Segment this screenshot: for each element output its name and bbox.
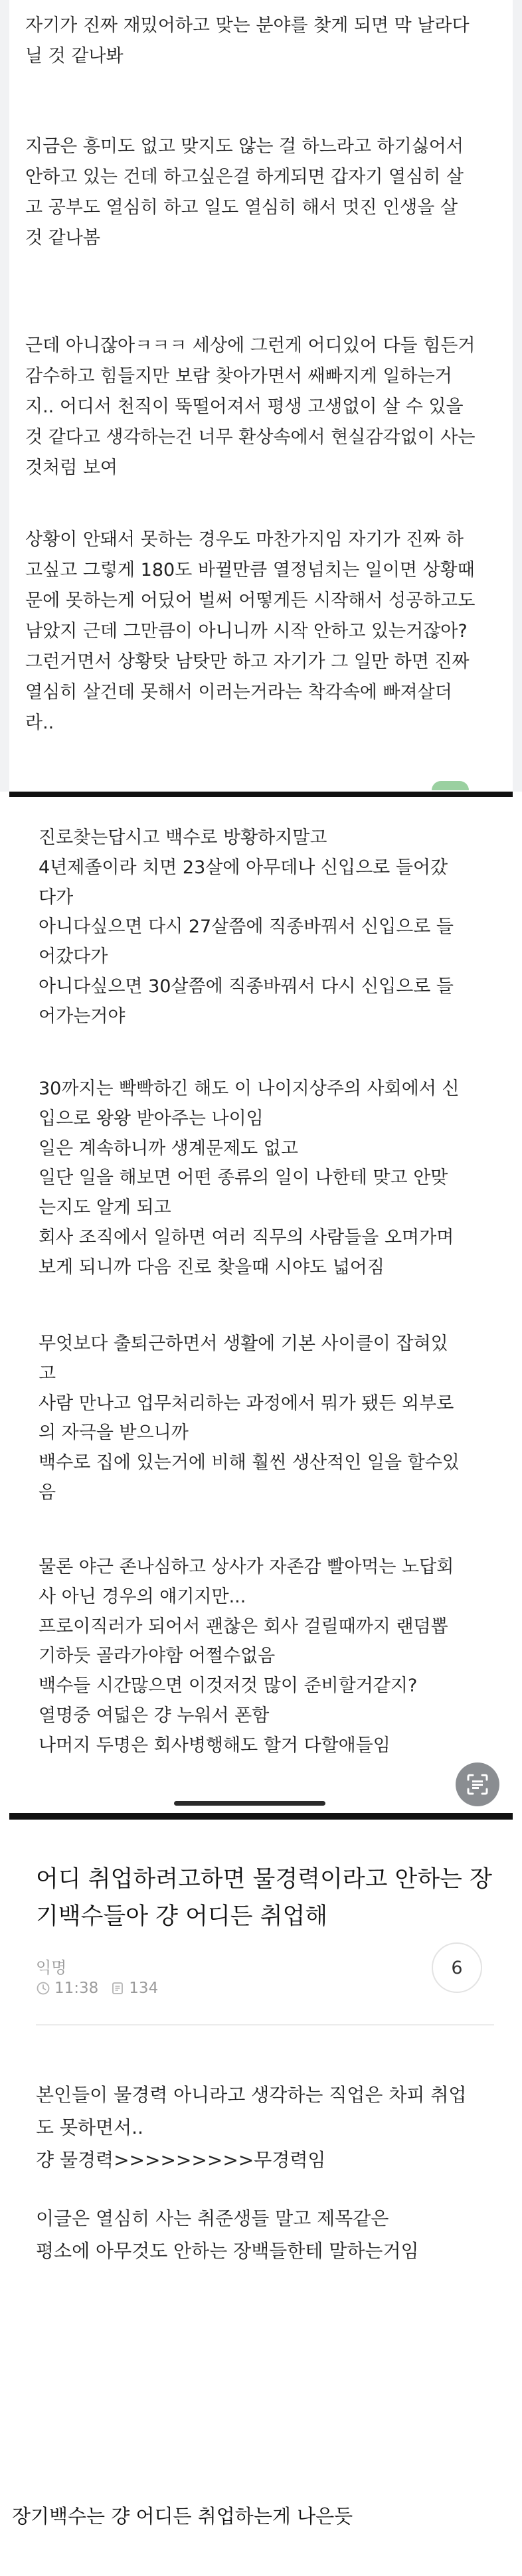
text-line: 지금은 흥미도 없고 맞지도 않는 걸 하느라고 하기싫어서 [25, 136, 464, 157]
divider [36, 2024, 494, 2025]
text-line: 본인들이 물경력 아니라고 생각하는 직업은 차피 취업 [36, 2084, 467, 2106]
text-line: 도 못하면서.. [36, 2116, 143, 2138]
text-line: 일은 계속하니까 생계문제도 없고 [39, 1138, 298, 1159]
views-icon [110, 1981, 125, 1996]
text-line: 일단 일을 해보면 어떤 종류의 일이 나한테 맞고 안맞 [39, 1167, 448, 1189]
text-line: 라.. [25, 713, 54, 733]
text-line: 백수들 시간많으면 이것저것 많이 준비할거같지? [39, 1675, 418, 1697]
text-line: 물론 야근 존나심하고 상사가 자존감 빨아먹는 노답회 [39, 1557, 454, 1577]
panel-divider [9, 1813, 513, 1820]
text-line: 것 같나봄 [25, 228, 100, 248]
text-line: 감수하고 힘들지만 보람 찾아가면서 쌔빠지게 일하는거 [25, 366, 452, 386]
text-line: 는지도 알게 되고 [39, 1197, 171, 1219]
text-line: 걍 물경력>>>>>>>>>무경력임 [36, 2149, 326, 2171]
text-line: 사람 만나고 업무처리하는 과정에서 뭐가 됐든 외부로 [39, 1393, 454, 1414]
text-line: 상황이 안돼서 못하는 경우도 마찬가지임 자기가 진짜 하 [25, 529, 464, 550]
post-meta [36, 1980, 158, 1997]
text-line: 기하듯 골라가야함 어쩔수없음 [39, 1646, 276, 1667]
text-line: 어갔다가 [39, 946, 108, 968]
text-line: 30까지는 빡빡하긴 해도 이 나이지상주의 사회에서 신 [39, 1078, 460, 1099]
panel-edge-right [513, 0, 522, 792]
text-line: 보게 되니까 다음 진로 찾을때 시야도 넓어짐 [39, 1256, 385, 1278]
text-line: 평소에 아무것도 안하는 장백들한테 말하는거임 [36, 2240, 419, 2262]
text-line: 열명중 여덟은 걍 누워서 폰함 [39, 1705, 270, 1726]
post-time: 11:38 [54, 1980, 99, 1997]
home-indicator [174, 1801, 325, 1806]
text-line: 지.. 어디서 천직이 뚝떨어져서 평생 고생없이 살 수 있을 [25, 396, 464, 417]
text-line: 고 [39, 1363, 56, 1384]
text-line: 그런거면서 상황탓 남탓만 하고 자기가 그 일만 하면 진짜 [25, 651, 470, 672]
text-line: 닐 것 같나봐 [25, 46, 124, 66]
text-line: 아니다싶으면 30살쯤에 직종바꿔서 다시 신입으로 들 [39, 976, 454, 997]
text-line: 안하고 있는 건데 하고싶은걸 하게되면 갑자기 열심히 살 [25, 167, 464, 187]
post-paragraph-1 [25, 11, 503, 72]
caption-text: 장기백수는 걍 어디든 취업하는게 나은듯 [12, 2505, 353, 2528]
post-paragraph-4 [39, 1553, 497, 1761]
text-line: 진로찾는답시고 백수로 방황하지말고 [39, 827, 327, 848]
text-line: 자기가 진짜 재밌어하고 맞는 분야를 찾게 되면 막 날라다 [25, 15, 470, 36]
text-line: 고 공부도 열심히 하고 일도 열심히 해서 멋진 인생을 살 [25, 197, 458, 218]
text-line: 회사 조직에서 일하면 여러 직무의 사람들을 오며가며 [39, 1227, 454, 1248]
text-line: 열심히 살건데 못해서 이러는거라는 착각속에 빠져살더 [25, 682, 452, 703]
post-screenshot-1 [0, 0, 522, 792]
text-line: 아니다싶으면 다시 27살쯤에 직종바꿔서 신입으로 들 [39, 916, 454, 938]
clock-icon [36, 1981, 50, 1996]
text-line: 것 같다고 생각하는건 너무 환상속에서 현실감각없이 사는 [25, 427, 476, 448]
text-line: 4년제졸이라 치면 23살에 아무데나 신입으로 들어갔 [39, 857, 448, 878]
text-line: 의 자극을 받으니까 [39, 1422, 189, 1444]
panel-edge-left [0, 0, 9, 792]
text-line: 어가는거야 [39, 1005, 126, 1027]
panel-divider [9, 792, 513, 797]
post-paragraph-1 [39, 823, 497, 1032]
capture-text-button[interactable] [456, 1762, 499, 1806]
author-name: 익명 [36, 1958, 67, 1977]
view-count: 134 [129, 1980, 159, 1997]
text-line: 다가 [39, 887, 74, 908]
post-paragraph-2 [25, 131, 503, 254]
post-screenshot-3 [0, 1820, 522, 2576]
capture-text-icon [466, 1772, 489, 1796]
post-title: 어디 취업하려고하면 물경력이라고 안하는 장기백수들아 걍 어디든 취업해 [36, 1866, 492, 1930]
post-paragraph-2 [39, 1074, 497, 1283]
text-line: 고싶고 그렇게 180도 바뀔만큼 열정넘치는 일이면 상황때 [25, 560, 475, 580]
post-body-paragraph-1 [36, 2079, 494, 2176]
text-line: 나머지 두명은 회사병행해도 할거 다할애들임 [39, 1735, 391, 1756]
post-paragraph-3 [39, 1330, 497, 1508]
post-screenshot-2 [0, 800, 522, 1813]
text-line: 백수로 집에 있는거에 비해 훨씬 생산적인 일을 할수있 [39, 1452, 460, 1474]
post-body-paragraph-2 [36, 2202, 494, 2267]
text-line: 이글은 열심히 사는 취준생들 말고 제목같은 [36, 2207, 389, 2229]
scroll-indicator [432, 781, 469, 790]
text-line: 무엇보다 출퇴근하면서 생활에 기본 사이클이 잡혀있 [39, 1333, 448, 1354]
text-line: 문에 못하는게 어딨어 벌써 어떻게든 시작해서 성공하고도 [25, 590, 476, 611]
comment-count-button[interactable]: 6 [432, 1942, 482, 1993]
text-line: 입으로 왕왕 받아주는 나이임 [39, 1108, 264, 1129]
text-line: 남았지 근데 그만큼이 아니니까 시작 안하고 있는거잖아? [25, 621, 468, 642]
text-line: 것처럼 보여 [25, 458, 118, 478]
text-line: 근데 아니잖아ㅋㅋㅋ 세상에 그런게 어디있어 다들 힘든거 [25, 335, 476, 356]
text-line: 사 아닌 경우의 얘기지만... [39, 1586, 246, 1607]
text-line: 음 [39, 1482, 56, 1503]
post-paragraph-3 [25, 331, 503, 483]
post-paragraph-4 [25, 525, 503, 738]
text-line: 프로이직러가 되어서 괜찮은 회사 걸릴때까지 랜덤뽑 [39, 1616, 448, 1637]
